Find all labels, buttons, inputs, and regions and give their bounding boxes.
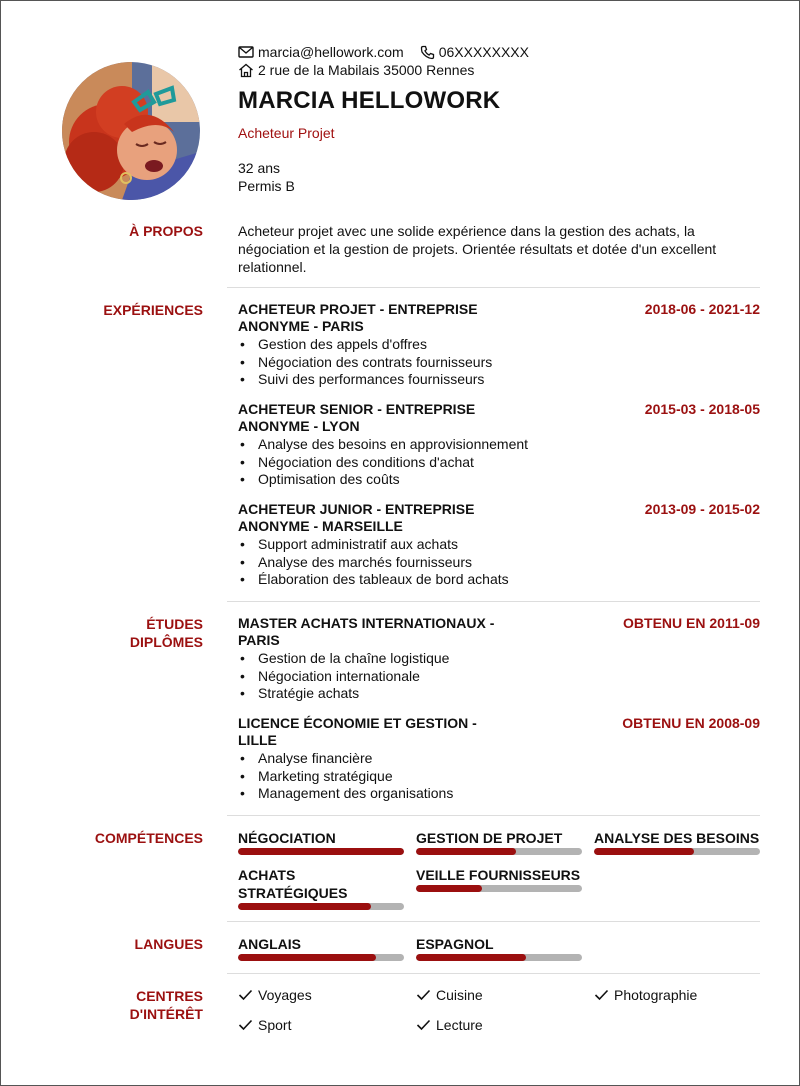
divider: [227, 973, 760, 974]
experience-title-line: ACHETEUR PROJET - ENTREPRISE: [238, 301, 478, 317]
list-item: • Management des organisations: [238, 785, 760, 803]
email-text: marcia@hellowork.com: [258, 44, 404, 60]
skill-level-bar: [416, 885, 582, 892]
home-icon: [238, 63, 254, 78]
mail-icon: [238, 46, 254, 58]
list-item: • Négociation internationale: [238, 668, 760, 686]
address-contact: [238, 61, 474, 79]
section-title-line: D'INTÉRÊT: [129, 1006, 203, 1022]
skill-name: [238, 866, 404, 902]
section-title-line: CENTRES: [136, 988, 203, 1004]
section-title-languages: LANGUES: [134, 936, 203, 952]
education-bullets: [238, 750, 760, 803]
list-item: • Gestion des appels d'offres: [238, 336, 760, 354]
experience-date: 2018-06 - 2021-12: [644, 301, 760, 317]
skill-name: GESTION DE PROJET: [416, 830, 563, 846]
check-icon: [238, 1019, 253, 1031]
education-entry: [238, 715, 760, 803]
skill-item: [238, 866, 404, 910]
language-level-fill: [238, 954, 376, 961]
experience-title-line: ACHETEUR JUNIOR - ENTREPRISE: [238, 501, 475, 517]
phone-contact[interactable]: [420, 43, 529, 61]
education-title-line: PARIS: [238, 632, 280, 648]
interest-item: [238, 987, 312, 1003]
address-text: 2 rue de la Mabilais 35000 Rennes: [258, 62, 475, 78]
divider: [227, 287, 760, 288]
skill-level-bar: [238, 848, 404, 855]
skill-item: [416, 829, 582, 855]
interest-label: Cuisine: [436, 987, 483, 1003]
experience-date: 2013-09 - 2015-02: [644, 501, 760, 517]
list-item: • Stratégie achats: [238, 685, 760, 703]
list-item: • Analyse financière: [238, 750, 760, 768]
list-item: • Analyse des besoins en approvisionnement: [238, 436, 760, 454]
list-item: • Marketing stratégique: [238, 768, 760, 786]
list-item: • Élaboration des tableaux de bord achats: [238, 571, 760, 589]
skill-level-fill: [238, 903, 371, 910]
language-level-bar: [416, 954, 582, 961]
experience-title-line: ANONYME - LYON: [238, 418, 360, 434]
list-item: • Négociation des conditions d'achat: [238, 454, 760, 472]
skill-level-bar: [416, 848, 582, 855]
profile-photo: [62, 62, 200, 200]
experience-entry: [238, 301, 760, 389]
license-text: Permis B: [238, 178, 295, 194]
skill-level-bar: [594, 848, 760, 855]
check-icon: [238, 989, 253, 1001]
skill-level-bar: [238, 903, 404, 910]
divider: [227, 815, 760, 816]
interest-label: Photographie: [614, 987, 698, 1003]
list-item: • Suivi des performances fournisseurs: [238, 371, 760, 389]
interest-item: [594, 987, 697, 1003]
experience-entry: [238, 401, 760, 489]
skill-item: [416, 866, 582, 892]
list-item: • Négociation des contrats fournisseurs: [238, 354, 760, 372]
language-item: [416, 935, 582, 961]
skill-name: ANALYSE DES BESOINS: [594, 830, 760, 846]
experience-bullets: [238, 436, 760, 489]
personal-info: [238, 159, 295, 195]
section-title-interests: [130, 987, 203, 1023]
about-text: Acheteur projet avec une solide expérience dans la gestion des achats, la négociation et la gestion de projets. Orientée résultats et dotée d'un excellent relationnel.: [238, 223, 717, 275]
email-contact[interactable]: [238, 43, 404, 61]
age-text: 32 ans: [238, 160, 281, 176]
skill-name-line: ACHATS: [238, 867, 296, 883]
check-icon: [594, 989, 609, 1001]
education-title: [238, 715, 508, 749]
check-icon: [416, 1019, 431, 1031]
skill-item: [594, 829, 760, 855]
education-entry: [238, 615, 760, 703]
interest-label: Sport: [258, 1017, 292, 1033]
interest-item: [238, 1017, 291, 1033]
skill-name: NÉGOCIATION: [238, 830, 336, 846]
education-date: OBTENU EN 2008-09: [622, 715, 760, 731]
language-name: ANGLAIS: [238, 936, 301, 952]
interest-label: Lecture: [436, 1017, 483, 1033]
skill-level-fill: [594, 848, 694, 855]
experience-title: [238, 401, 508, 435]
phone-icon: [420, 45, 435, 60]
interest-item: [416, 1017, 483, 1033]
list-item: • Analyse des marchés fournisseurs: [238, 554, 760, 572]
experience-bullets: [238, 536, 760, 589]
education-title: [238, 615, 508, 649]
section-title-about: À PROPOS: [129, 223, 203, 239]
phone-text: 06XXXXXXXX: [438, 44, 529, 60]
interest-label: Voyages: [258, 987, 312, 1003]
experience-date: 2015-03 - 2018-05: [644, 401, 760, 417]
section-title-education: [130, 615, 203, 651]
section-title-line: DIPLÔMES: [129, 634, 203, 650]
experience-title-line: ANONYME - PARIS: [238, 318, 364, 334]
education-bullets: [238, 650, 760, 703]
experience-title: [238, 301, 508, 335]
skill-level-fill: [238, 848, 404, 855]
skill-name: VEILLE FOURNISSEURS: [416, 867, 581, 883]
list-item: • Support administratif aux achats: [238, 536, 760, 554]
section-title-skills: COMPÉTENCES: [94, 830, 203, 846]
list-item: • Gestion de la chaîne logistique: [238, 650, 760, 668]
experience-title-line: ANONYME - MARSEILLE: [238, 518, 403, 534]
skill-level-fill: [416, 848, 516, 855]
education-title-line: MASTER ACHATS INTERNATIONAUX -: [238, 615, 495, 631]
education-title-line: LILLE: [238, 732, 277, 748]
divider: [227, 921, 760, 922]
list-item: • Optimisation des coûts: [238, 471, 760, 489]
section-title-experience: EXPÉRIENCES: [103, 302, 203, 318]
education-title-line: LICENCE ÉCONOMIE ET GESTION -: [238, 715, 477, 731]
check-icon: [416, 989, 431, 1001]
experience-entry: [238, 501, 760, 589]
skill-item: [238, 829, 404, 855]
experience-title-line: ACHETEUR SENIOR - ENTREPRISE: [238, 401, 476, 417]
language-item: [238, 935, 404, 961]
job-title: Acheteur Projet: [238, 125, 335, 141]
contact-block: [238, 43, 545, 79]
language-level-bar: [238, 954, 404, 961]
experience-title: [238, 501, 508, 535]
divider: [227, 601, 760, 602]
experience-bullets: [238, 336, 760, 389]
skill-name-line: STRATÉGIQUES: [238, 885, 348, 901]
education-date: OBTENU EN 2011-09: [623, 615, 760, 631]
candidate-name: MARCIA HELLOWORK: [238, 87, 501, 114]
skill-level-fill: [416, 885, 482, 892]
interest-item: [416, 987, 483, 1003]
section-title-line: ÉTUDES: [146, 616, 203, 632]
language-name: ESPAGNOL: [416, 936, 494, 952]
language-level-fill: [416, 954, 526, 961]
